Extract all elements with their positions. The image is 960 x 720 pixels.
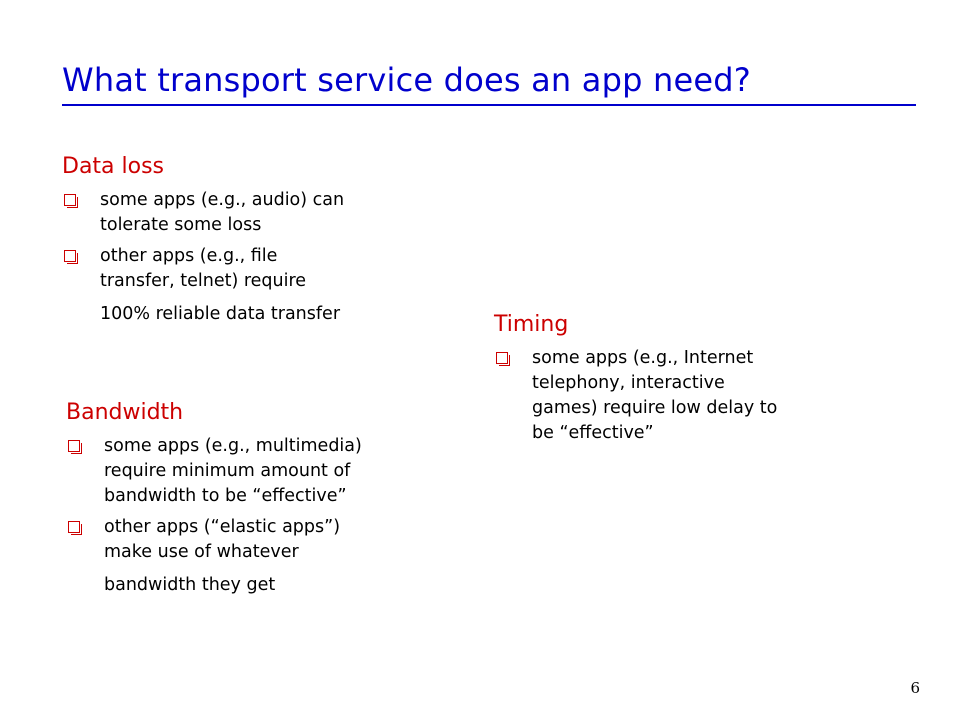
bullet-list-timing bbox=[494, 346, 914, 446]
title-underline bbox=[62, 104, 916, 106]
bullet-line: make use of whatever bbox=[104, 542, 299, 562]
section-data-loss bbox=[62, 152, 462, 327]
bullet-line: other apps (“elastic apps”) bbox=[104, 517, 341, 537]
bullet-item bbox=[66, 515, 486, 598]
bullet-line: some apps (e.g., Internet bbox=[532, 348, 754, 368]
section-heading-timing: Timing bbox=[494, 312, 569, 337]
bullet-item bbox=[62, 188, 462, 238]
section-timing bbox=[494, 310, 914, 446]
hollow-square-bullet-icon bbox=[496, 352, 508, 364]
bullet-line: 100% reliable data transfer bbox=[100, 304, 341, 324]
bullet-line: telephony, interactive bbox=[532, 373, 725, 393]
hollow-square-bullet-icon bbox=[64, 250, 76, 262]
bullet-line: transfer, telnet) require bbox=[100, 271, 307, 291]
bullet-item bbox=[494, 346, 914, 446]
bullet-line: some apps (e.g., audio) can bbox=[100, 190, 345, 210]
hollow-square-bullet-icon bbox=[68, 440, 80, 452]
bullet-line: bandwidth they get bbox=[104, 575, 276, 595]
bullet-line: tolerate some loss bbox=[100, 215, 262, 235]
section-bandwidth bbox=[66, 398, 486, 598]
page-number: 6 bbox=[910, 679, 920, 697]
bullet-item bbox=[66, 434, 486, 509]
slide-title: What transport service does an app need? bbox=[62, 61, 751, 99]
bullet-line: be “effective” bbox=[532, 423, 654, 443]
bullet-line: require minimum amount of bbox=[104, 461, 351, 481]
hollow-square-bullet-icon bbox=[68, 521, 80, 533]
bullet-line: other apps (e.g., file bbox=[100, 246, 278, 266]
hollow-square-bullet-icon bbox=[64, 194, 76, 206]
section-heading-data-loss: Data loss bbox=[62, 154, 165, 179]
bullet-list-bandwidth bbox=[66, 434, 486, 598]
bullet-line: some apps (e.g., multimedia) bbox=[104, 436, 362, 456]
bullet-list-data-loss bbox=[62, 188, 462, 327]
section-heading-bandwidth: Bandwidth bbox=[66, 400, 184, 425]
bullet-line: bandwidth to be “effective” bbox=[104, 486, 347, 506]
bullet-line: games) require low delay to bbox=[532, 398, 778, 418]
bullet-item bbox=[62, 244, 462, 327]
